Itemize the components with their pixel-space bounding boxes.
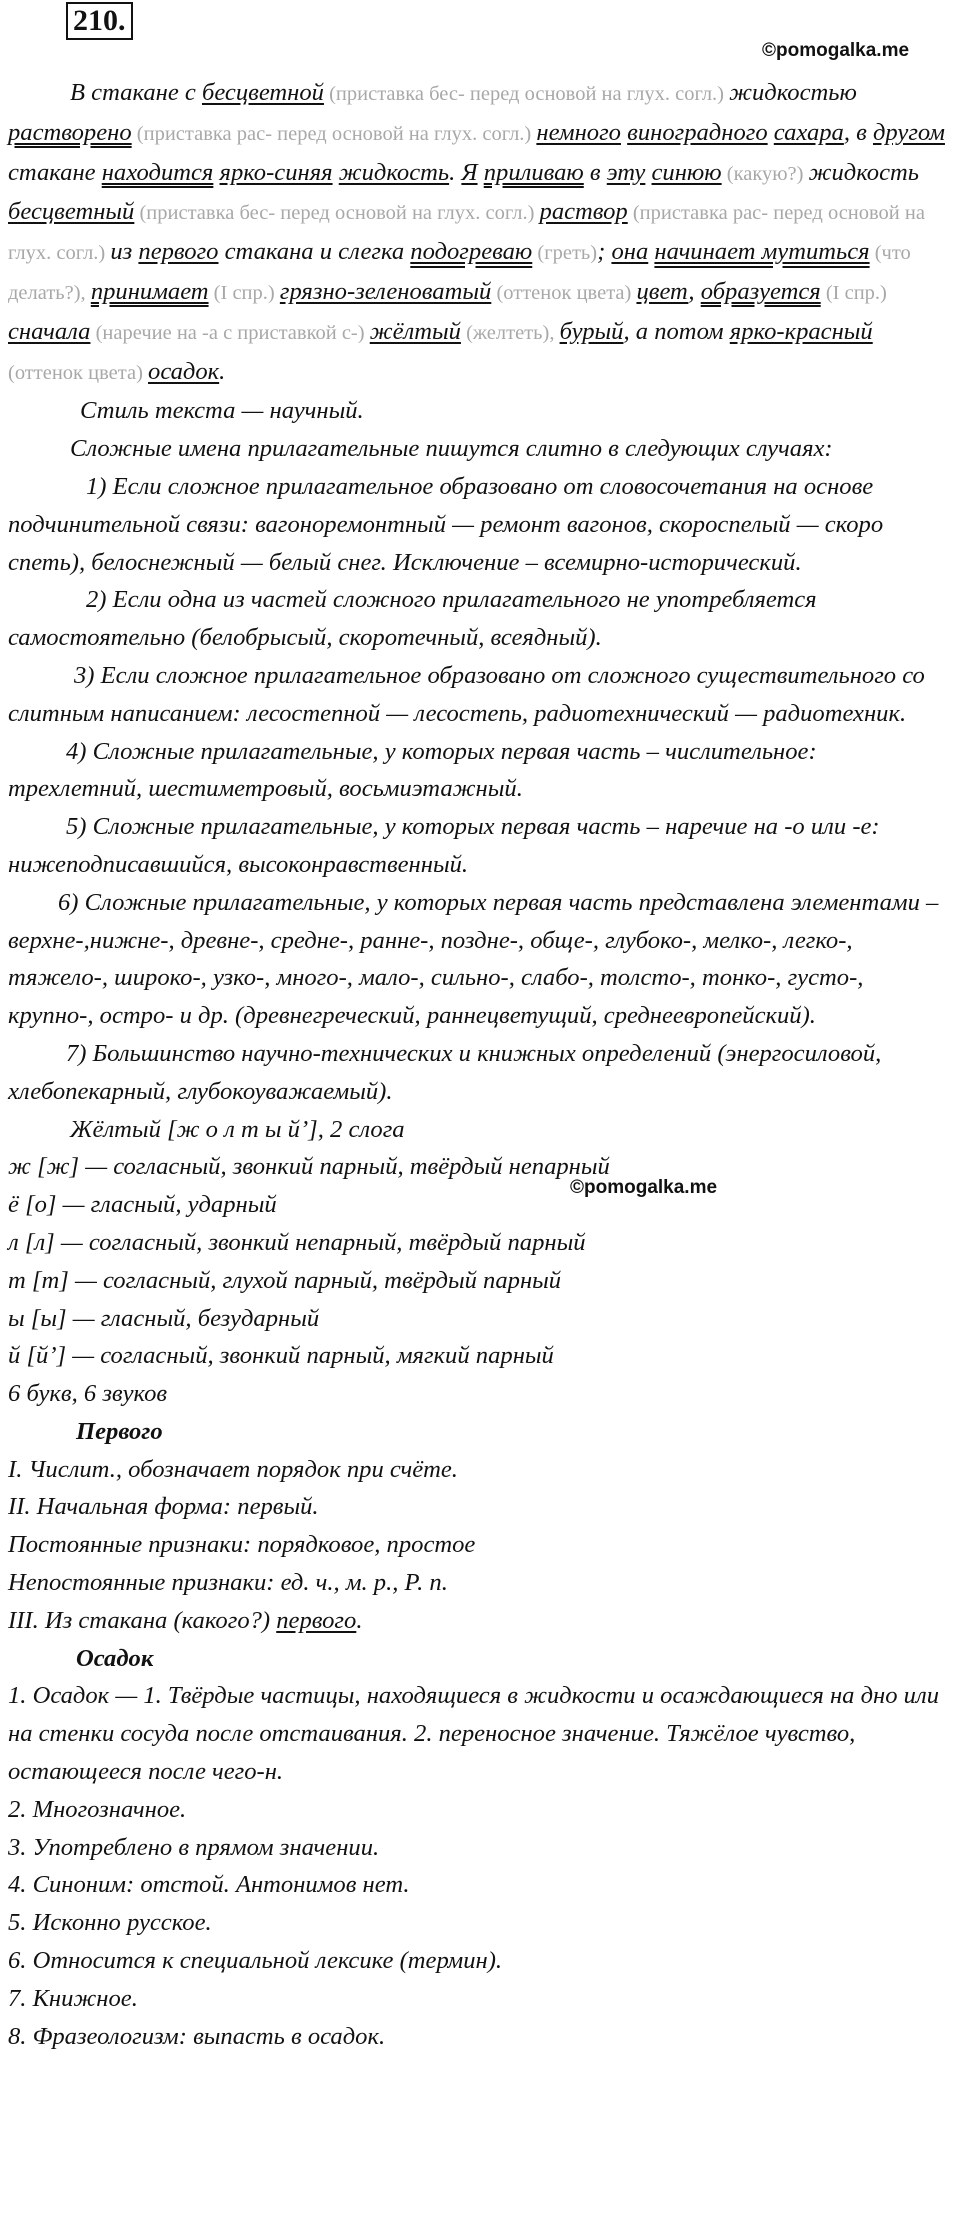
double-underlined-word: приливаю <box>483 158 584 186</box>
grammar-note: (греть) <box>532 242 598 265</box>
double-underlined-word: находится <box>101 158 214 186</box>
underlined-word: она <box>611 238 649 266</box>
double-underlined-word: принимает <box>90 277 209 305</box>
lexical-line: 3. Употреблено в прямом значении. <box>8 1833 380 1861</box>
underlined-word: ярко-красный <box>729 317 873 345</box>
underlined-word: виноградного <box>627 118 768 146</box>
lexical-title: Осадок <box>76 1644 154 1672</box>
grammar-note: (оттенок цвета) <box>491 281 637 304</box>
morph-title: Первого <box>76 1417 163 1445</box>
rule-2: 2) Если одна из частей сложного прилагательного не употребляется самостоятельно (белобрысый, скоротечный, всеядный). <box>8 586 817 652</box>
phonetic-line: й [й’] — согласный, звонкий парный, мягкий парный <box>8 1342 554 1370</box>
text-segment: ; <box>597 238 612 266</box>
rule-7: 7) Большинство научно-технических и книжных определений (энергосиловой, хлебопекарный, глубокоуважаемый). <box>8 1039 882 1105</box>
grammar-note: (I спр.) <box>208 281 280 304</box>
phonetic-line: л [л] — согласный, звонкий непарный, твёрдый парный <box>8 1228 586 1256</box>
text-segment: стакане <box>8 158 102 186</box>
text-segment: . <box>449 158 462 186</box>
watermark-top: ©pomogalka.me <box>762 40 910 61</box>
grammar-note: (желтеть), <box>460 321 560 344</box>
underlined-word: сахара <box>773 118 844 146</box>
text-segment: жидкость <box>808 158 919 186</box>
morph-last-prefix: III. Из стакана (какого?) <box>8 1606 277 1634</box>
lexical-line: 1. Осадок — 1. Твёрдые частицы, находящиеся в жидкости и осаждающиеся на дно или на стенки сосуда после отстаивания. 2. переносное значение. Тяжёлое чувство, остающееся после чего-н. <box>8 1682 939 1786</box>
watermark-middle: ©pomogalka.me <box>570 1177 718 1198</box>
morph-line: Непостоянные признаки: ед. ч., м. р., Р. п. <box>8 1569 448 1597</box>
phonetic-summary: 6 букв, 6 звуков <box>8 1380 168 1408</box>
lexical-line: 6. Относится к специальной лексике (термин). <box>8 1947 503 1975</box>
underlined-word: жёлтый <box>369 317 461 345</box>
lexical-line: 2. Многозначное. <box>8 1795 187 1823</box>
text-segment: стакана и слегка <box>218 238 411 266</box>
morph-last-word: первого <box>276 1606 357 1634</box>
underlined-word: Я <box>461 158 478 186</box>
grammar-note: (I спр.) <box>820 281 887 304</box>
underlined-word: первого <box>138 238 219 266</box>
double-underlined-word: растворено <box>8 118 132 146</box>
underlined-word: жидкость <box>338 158 450 186</box>
grammar-note: (какую?) <box>721 162 809 185</box>
phonetic-header: Жёлтый [ж о л т ы й’], 2 слога <box>70 1115 405 1143</box>
underlined-word: немного <box>536 118 621 146</box>
lexical-line: 8. Фразеологизм: выпасть в осадок. <box>8 2022 386 2050</box>
underlined-word: синюю <box>651 158 722 186</box>
double-underlined-word: подогреваю <box>410 238 533 266</box>
underlined-word: бурый <box>559 317 624 345</box>
exercise-content <box>8 74 952 2055</box>
underlined-word: другом <box>872 118 945 146</box>
grammar-note: (наречие на -а с приставкой с-) <box>90 321 370 344</box>
morph-last-suffix: . <box>356 1606 363 1634</box>
grammar-note: (оттенок цвета) <box>8 361 149 384</box>
underlined-word: бесцветный <box>8 198 135 226</box>
underlined-word: сначала <box>8 317 91 345</box>
grammar-note: (приставка бес- перед основой на глух. согл.) <box>323 83 730 105</box>
phonetic-line: т [т] — согласный, глухой парный, твёрдый парный <box>8 1266 562 1294</box>
text-segment: . <box>219 357 226 385</box>
rule-3: 3) Если сложное прилагательное образовано от сложного существительного со слитным написанием: лесостепной — лесостепь, радиотехнический — радиотехник. <box>8 661 925 727</box>
rule-6: 6) Сложные прилагательные, у которых первая часть представлена элементами – верхне-,нижне-, древне-, средне-, ранне-, поздне-, обще-, глубоко-, мелко-, легко-, тяжело-, широко-, узко-, много-, мало-, сильно-, слабо-, толсто-, тонко-, густо-, крупно-, остро- и др. (древнегреческий, раннецветущий, среднеевропейский). <box>8 888 939 1030</box>
rule-4: 4) Сложные прилагательные, у которых первая часть – числительное: трехлетний, шестиметровый, восьмиэтажный. <box>8 737 817 803</box>
rule-1: 1) Если сложное прилагательное образовано от словосочетания на основе подчинительной связи: вагоноремонтный — ремонт вагонов, скороспелый — скоро спеть), белоснежный — белый снег. Исключение – всемирно-исторический. <box>8 472 884 576</box>
phonetic-line: ы [ы] — гласный, безударный <box>8 1304 320 1332</box>
text-segment: в <box>583 158 607 186</box>
text-segment: , <box>688 277 701 305</box>
underlined-word: ярко-синяя <box>219 158 333 186</box>
text-segment: , а потом <box>623 317 730 345</box>
double-underlined-word: начинает мутиться <box>654 238 870 266</box>
morph-line-last <box>8 1602 952 1640</box>
grammar-note: (приставка рас- перед основой на глух. согл.) <box>8 202 925 265</box>
morph-line: II. Начальная форма: первый. <box>8 1493 319 1521</box>
underlined-word: бесцветной <box>201 79 324 106</box>
underlined-word: осадок <box>148 357 220 385</box>
grammar-note: (что делать?), <box>8 242 911 304</box>
phonetic-line: ё [о] — гласный, ударный <box>8 1191 277 1219</box>
text-style-line: Стиль текста — научный. <box>80 397 364 425</box>
rule-5: 5) Сложные прилагательные, у которых первая часть – наречие на -о или -е: нижеподписавшийся, высоконравственный. <box>8 813 880 878</box>
text-segment: В стакане с <box>70 79 202 106</box>
text-segment: из <box>110 238 139 266</box>
morph-line: I. Числит., обозначает порядок при счёте. <box>8 1455 458 1483</box>
phonetic-line: ж [ж] — согласный, звонкий парный, твёрдый непарный <box>8 1153 610 1181</box>
underlined-word: цвет <box>636 277 689 305</box>
grammar-note: (приставка рас- перед основой на глух. согл.) <box>131 122 537 145</box>
text-segment: , в <box>843 118 873 146</box>
rules-intro: Сложные имена прилагательные пишутся слитно в следующих случаях: <box>70 435 833 463</box>
grammar-note: (приставка бес- перед основой на глух. согл.) <box>134 202 540 225</box>
exercise-number: 210. <box>66 2 133 40</box>
lexical-line: 5. Исконно русское. <box>8 1909 212 1937</box>
underlined-word: грязно-зеленоватый <box>279 277 492 305</box>
underlined-word: раствор <box>539 198 628 226</box>
underlined-word: эту <box>606 158 646 186</box>
morph-line: Постоянные признаки: порядковое, простое <box>8 1531 476 1559</box>
analyzed-text-paragraph <box>8 74 952 392</box>
lexical-line: 4. Синоним: отстой. Антонимов нет. <box>8 1871 410 1899</box>
lexical-line: 7. Книжное. <box>8 1984 138 2012</box>
double-underlined-word: образуется <box>700 277 821 305</box>
text-segment: жидкостью <box>729 79 857 106</box>
